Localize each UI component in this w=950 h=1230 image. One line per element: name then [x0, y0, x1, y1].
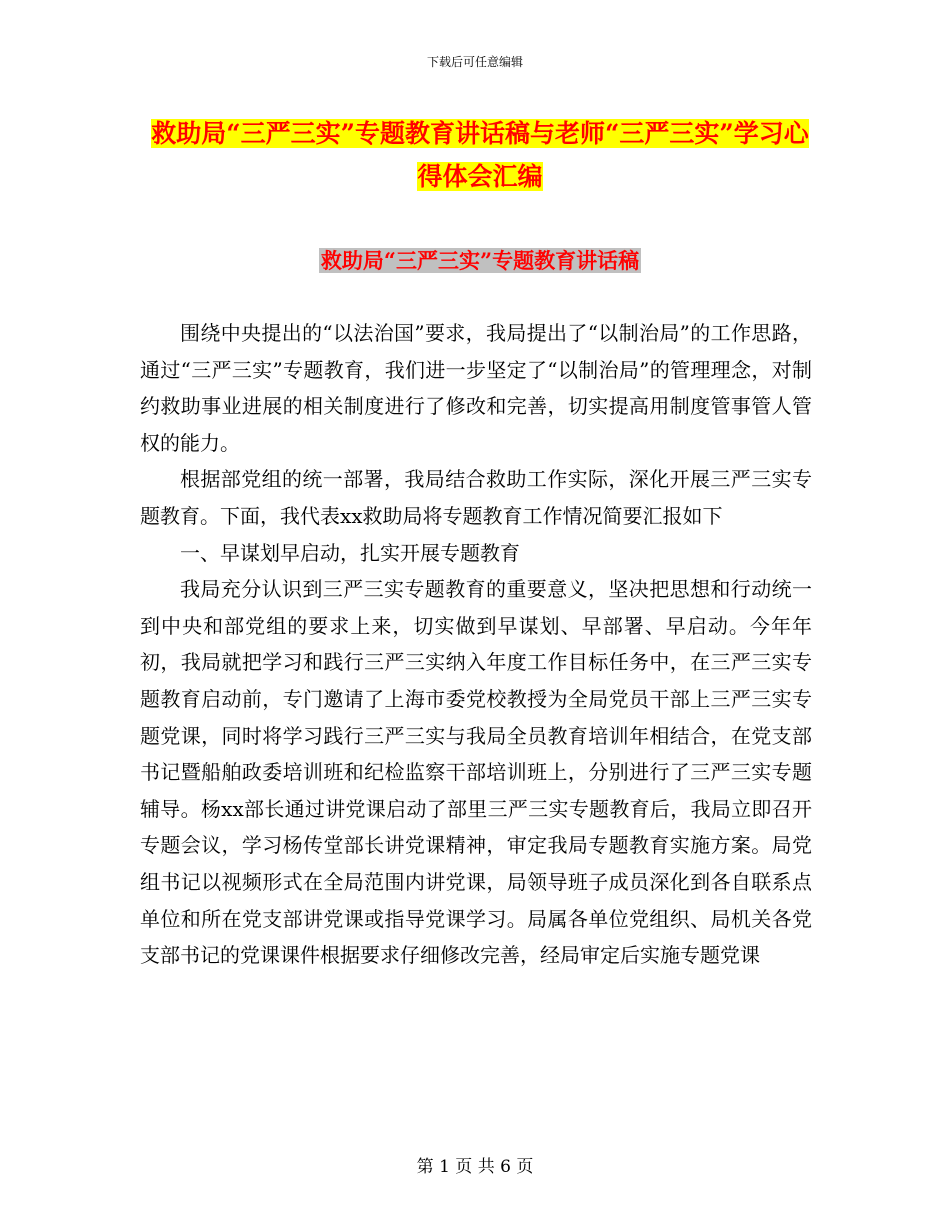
paragraph: 我局充分认识到三严三实专题教育的重要意义，坚决把思想和行动统一到中央和部党组的要求上来，切实做到早谋划、早部署、早启动。今年年初，我局就把学习和践行三严三实纳入年度工作目标任务中，在三严三实专题教育启动前，专门邀请了上海市委党校教授为全局党员干部上三严三实专题党课，同时将学习践行三严三实与我局全员教育培训年相结合，在党支部书记暨船舶政委培训班和纪检监察干部培训班上，分别进行了三严三实专题辅导。杨xx部长通过讲党课启动了部里三严三实专题教育后，我局立即召开专题会议，学习杨传堂部长讲党课精神，审定我局专题教育实施方案。局党组书记以视频形式在全局范围内讲党课，局领导班子成员深化到各自联系点单位和所在党支部讲党课或指导党课学习。局属各单位党组织、局机关各党支部书记的党课课件根据要求仔细修改完善，经局审定后实施专题党课 [140, 577, 812, 968]
section-heading: 一、早谋划早启动，扎实开展专题教育 [180, 540, 520, 565]
main-title [140, 112, 820, 198]
section-title-text: 救助局“三严三实”专题教育讲话稿 [320, 248, 640, 273]
paragraph: 根据部党组的统一部署，我局结合救助工作实际，深化开展三严三实专题教育。下面，我代表xx救助局将专题教育工作情况简要汇报如下 [140, 467, 812, 528]
main-title-text: 救助局“三严三实”专题教育讲话稿与老师“三严三实”学习心得体会汇编 [151, 119, 809, 191]
paragraph: 围绕中央提出的“以法治国”要求，我局提出了“以制治局”的工作思路，通过“三严三实”专题教育，我们进一步坚定了“以制治局”的管理理念，对制约救助事业进展的相关制度进行了修改和完善，切实提高用制度管事管人管权的能力。 [140, 321, 812, 455]
header-note: 下载后可任意编辑 [426, 55, 523, 69]
page-number: 第 1 页 共 6 页 [416, 1157, 534, 1177]
body-text [140, 315, 812, 974]
section-title [140, 244, 820, 278]
